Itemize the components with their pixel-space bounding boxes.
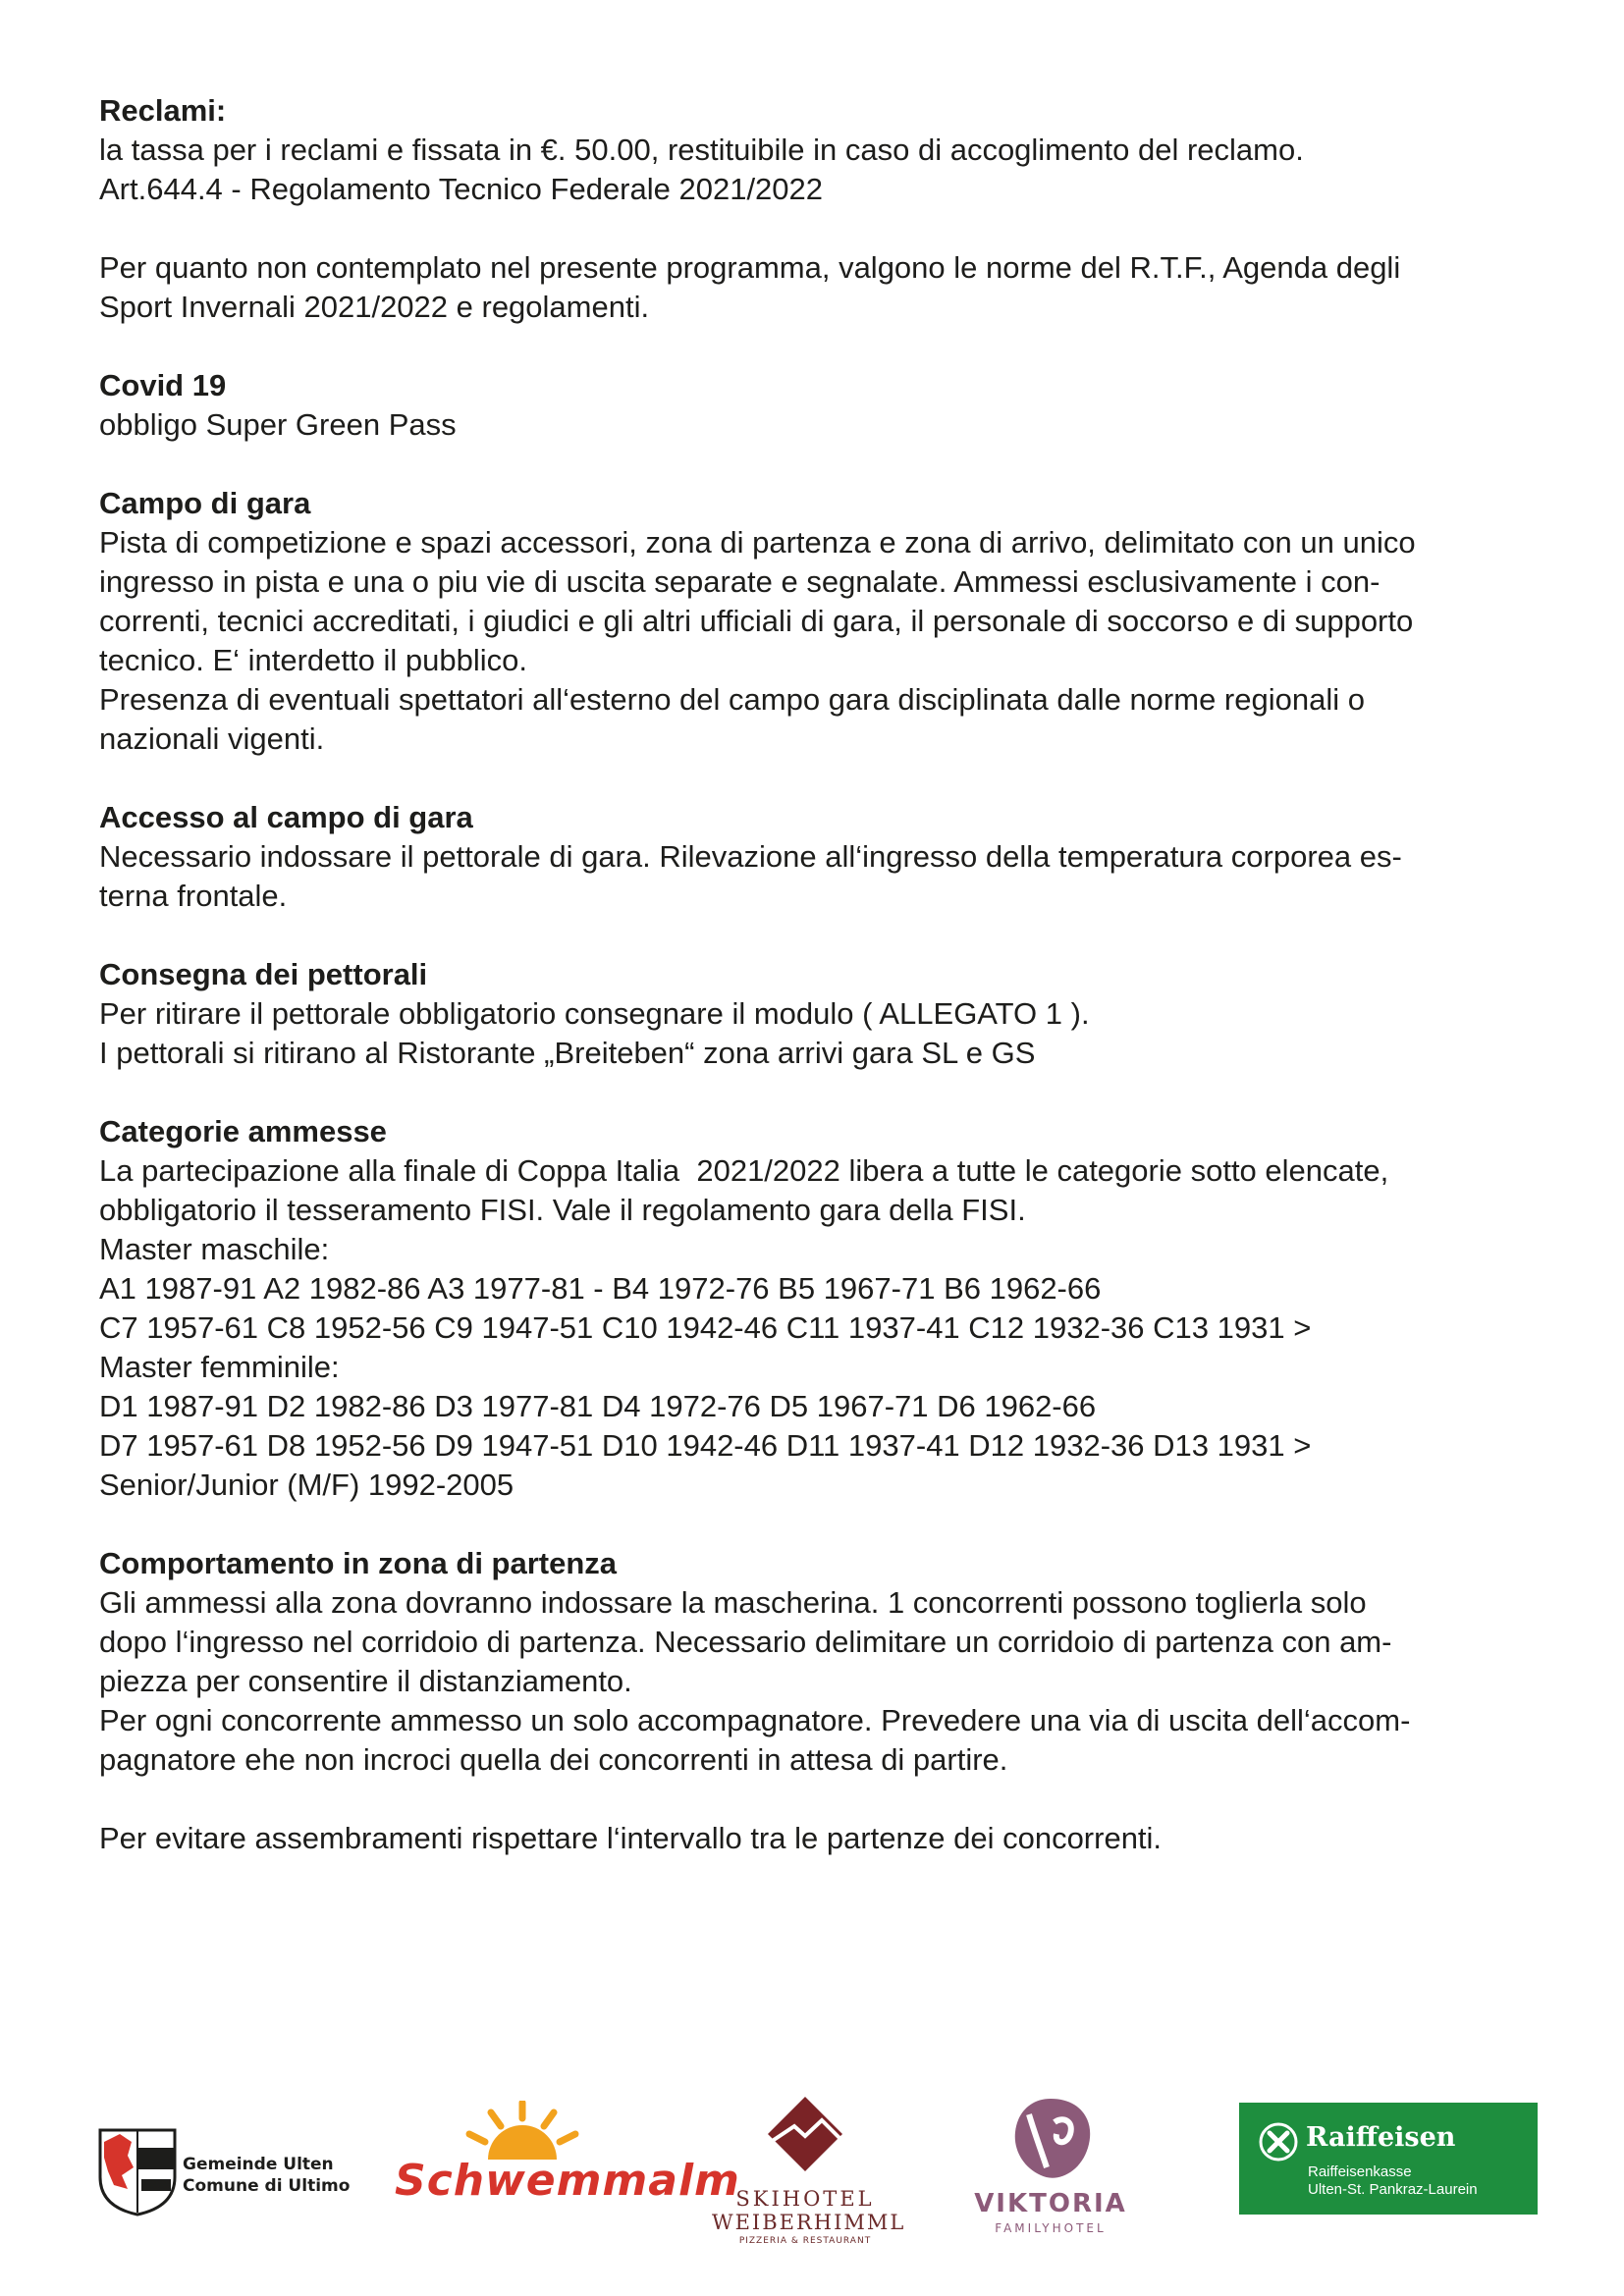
section [99, 248, 1543, 327]
skihotel-logo [712, 2093, 906, 2246]
text-line: Gli ammessi alla zona dovranno indossare la mascherina. 1 concorrenti possono toglierla solo [99, 1585, 1367, 1620]
skihotel-tagline: PIZZERIA & RESTAURANT [738, 2236, 872, 2246]
section-heading: Accesso al campo di gara [99, 800, 473, 834]
text-line: Presenza di eventuali spettatori all‘esterno del campo gara disciplinata dalle norme regionali o [99, 682, 1365, 717]
text-line: terna frontale. [99, 879, 288, 913]
text-line: dopo l‘ingresso nel corridoio di partenza. Necessario delimitare un corridoio di partenza con am- [99, 1625, 1392, 1659]
raiffeisen-location: Ulten-St. Pankraz-Laurein [1308, 2181, 1478, 2198]
ulten-name-it: Comune di Ultimo [183, 2176, 351, 2196]
sponsor-logos [0, 2081, 1624, 2246]
section-heading: Comportamento in zona di partenza [99, 1546, 618, 1580]
text-line: Per evitare assembramenti rispettare l‘intervallo tra le partenze dei concorrenti. [99, 1821, 1163, 1855]
text-line: Master maschile: [99, 1232, 330, 1266]
schwemmalm-logo [395, 2101, 740, 2218]
text-line: nazionali vigenti. [99, 721, 325, 756]
raiffeisen-name: Raiffeisen [1306, 2122, 1456, 2153]
text-line: D7 1957-61 D8 1952-56 D9 1947-51 D10 1942-46 D11 1937-41 D12 1932-36 D13 1931 > [99, 1428, 1312, 1463]
text-line: pagnatore ehe non incroci quella dei concorrenti in attesa di partire. [99, 1742, 1008, 1777]
ulten-name-de: Gemeinde Ulten [183, 2155, 334, 2174]
text-line: correnti, tecnici accreditati, i giudici e gli altri ufficiali di gara, il personale di soccorso e di supporto [99, 604, 1414, 638]
viktoria-emblem-icon [972, 2093, 1129, 2186]
text-line: Sport Invernali 2021/2022 e regolamenti. [99, 290, 650, 324]
text-line: Master femminile: [99, 1350, 340, 1384]
skihotel-label: SKIHOTEL [735, 2187, 875, 2211]
text-line: C7 1957-61 C8 1952-56 C9 1947-51 C10 1942-46 C11 1937-41 C12 1932-36 C13 1931 > [99, 1310, 1312, 1345]
section [99, 91, 1543, 209]
section [99, 366, 1543, 445]
text-line: ingresso in pista e una o piu vie di uscita separate e segnalate. Ammessi esclusivamente i con- [99, 564, 1380, 599]
raiffeisen-logo [1239, 2103, 1538, 2215]
text-line: la tassa per i reclami e fissata in €. 50.00, restituibile in caso di accoglimento del reclamo. [99, 133, 1304, 167]
section [99, 1112, 1543, 1505]
section [99, 1819, 1543, 1858]
text-line: Per quanto non contemplato nel presente programma, valgono le norme del R.T.F., Agenda degli [99, 250, 1401, 285]
text-line: piezza per consentire il distanziamento. [99, 1664, 632, 1698]
section [99, 798, 1543, 916]
text-line: obbligatorio il tesseramento FISI. Vale il regolamento gara della FISI. [99, 1193, 1026, 1227]
text-line: I pettorali si ritirano al Ristorante „Breiteben“ zona arrivi gara SL e GS [99, 1036, 1036, 1070]
viktoria-name: VIKTORIA [974, 2189, 1127, 2218]
text-line: Senior/Junior (M/F) 1992-2005 [99, 1468, 514, 1502]
section [99, 484, 1543, 759]
section-heading: Reclami: [99, 93, 227, 128]
text-line: Per ritirare il pettorale obbligatorio consegnare il modulo ( ALLEGATO 1 ). [99, 996, 1090, 1031]
section-heading: Consegna dei pettorali [99, 957, 428, 991]
text-line: La partecipazione alla finale di Coppa Italia 2021/2022 libera a tutte le categorie sotto elencate, [99, 1153, 1389, 1188]
section [99, 1544, 1543, 1780]
viktoria-logo [972, 2093, 1129, 2240]
document-body [99, 91, 1543, 1897]
section [99, 955, 1543, 1073]
text-line: Per ogni concorrente ammesso un solo accompagnatore. Prevedere una via di uscita dell‘accom- [99, 1703, 1411, 1737]
text-line: Pista di competizione e spazi accessori, zona di partenza e zona di arrivo, delimitato con un unico [99, 525, 1416, 560]
schwemmalm-wordmark: Schwemmalm [395, 2156, 740, 2206]
section-heading: Categorie ammesse [99, 1114, 387, 1148]
raiffeisen-gable-cross-icon [1259, 2122, 1298, 2162]
text-line: tecnico. E‘ interdetto il pubblico. [99, 643, 527, 677]
raiffeisen-bank: Raiffeisenkasse [1308, 2163, 1412, 2180]
ulten-coat-of-arms-icon [98, 2128, 177, 2216]
text-line: obbligo Super Green Pass [99, 407, 457, 442]
skihotel-name: WEIBERHIMML [712, 2211, 906, 2234]
ulten-logo [98, 2128, 353, 2216]
text-line: Art.644.4 - Regolamento Tecnico Federale 2021/2022 [99, 172, 824, 206]
text-line: D1 1987-91 D2 1982-86 D3 1977-81 D4 1972-76 D5 1967-71 D6 1962-66 [99, 1389, 1097, 1423]
mountain-diamond-icon [712, 2093, 898, 2181]
section-heading: Covid 19 [99, 368, 227, 402]
section-heading: Campo di gara [99, 486, 311, 520]
text-line: Necessario indossare il pettorale di gara. Rilevazione all‘ingresso della temperatura corporea es- [99, 839, 1402, 874]
viktoria-tagline: FAMILYHOTEL [995, 2221, 1107, 2235]
text-line: A1 1987-91 A2 1982-86 A3 1977-81 - B4 1972-76 B5 1967-71 B6 1962-66 [99, 1271, 1102, 1306]
